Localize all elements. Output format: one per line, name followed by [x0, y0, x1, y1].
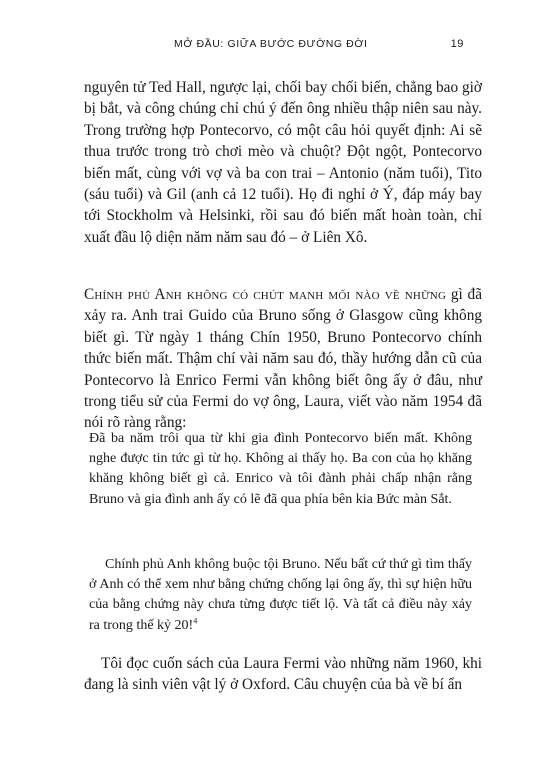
block-quote-paragraph-2: [89, 555, 472, 636]
body-paragraph-2: [84, 284, 482, 434]
block-quote-paragraph-1: Đã ba năm trôi qua từ khi gia đình Pontecorvo biến mất. Không nghe được tin tức gì từ họ. Không ai thấy họ. Ba con của họ khăng khăng không biết gì cả. Enrico và tôi đành phải chấp nhận rằng Bruno và gia đình anh ấy có lẽ đã qua phía bên kia Bức màn Sắt.: [89, 431, 472, 507]
running-header: [84, 38, 464, 54]
small-caps-lead-in: Chính phủ Anh không có chút manh mối nào về những: [84, 286, 447, 303]
footnote-marker[interactable]: 4: [193, 615, 198, 625]
running-title: MỞ ĐẦU: GIỮA BƯỚC ĐƯỜNG ĐỜI: [174, 38, 368, 50]
body-paragraph-3: Tôi đọc cuốn sách của Laura Fermi vào những năm 1960, khi đang là sinh viên vật lý ở Oxford. Câu chuyện của bà về bí ẩn: [84, 655, 482, 694]
paragraph-2-text: gì đã xảy ra. Anh trai Guido của Bruno sống ở Glasgow cũng không biết gì. Từ ngày 1 tháng Chín 1950, Bruno Pontecorvo chính thức biến mất. Thậm chí vài năm sau đó, thầy hướng dẫn cũ của Pontecorvo là Enrico Fermi vẫn không biết ông ấy ở đâu, như trong tiểu sử của Fermi do vợ ông, Laura, viết vào năm 1954 đã nói rõ ràng rằng:: [84, 286, 482, 432]
body-paragraph-1: nguyên tử Ted Hall, ngược lại, chối bay chối biến, chẳng bao giờ bị bắt, và công chúng chỉ chú ý đến ông nhiều thập niên sau này. Trong trường hợp Pontecorvo, có một câu hỏi quyết định: Ai sẽ thua trước trong trò chơi mèo và chuột? Đột ngột, Pontecorvo biến mất, cùng với vợ và ba con trai – Antonio (năm tuổi), Tito (sáu tuổi) và Gil (anh cả 12 tuổi). Họ đi nghỉ ở Ý, đáp máy bay tới Stockholm và Helsinki, rồi sau đó biến mất hoàn toàn, chỉ xuất đầu lộ diện năm năm sau đó – ở Liên Xô.: [84, 79, 482, 246]
page-number: 19: [450, 38, 464, 50]
quote-2-text: Chính phủ Anh không buộc tội Bruno. Nếu bất cứ thứ gì tìm thấy ở Anh có thể xem như bằng chứng chống lại ông ấy, thì sự hiện hữu của bằng chứng này chưa từng được tiết lộ. Và tất cả điều này xảy ra trong thế kỷ 20!: [89, 557, 472, 633]
